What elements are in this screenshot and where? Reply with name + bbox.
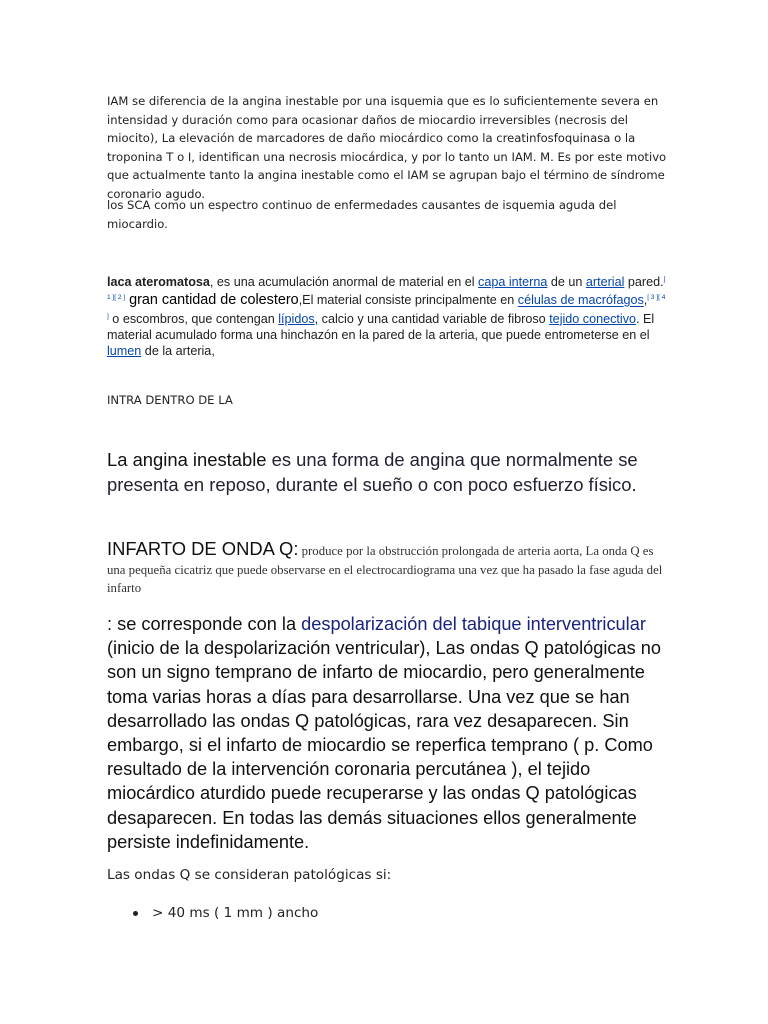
text-segment: , es una acumulación anormal de material en el — [209, 275, 479, 290]
criteria-list — [130, 903, 630, 923]
heading-infarto-onda-q: INFARTO DE ONDA Q: — [107, 538, 299, 559]
text-segment: ,El material consiste principalmente en — [298, 293, 518, 308]
paragraph-ondas-intro: Las ondas Q se consideran patológicas si: — [107, 867, 392, 883]
text-segment: o escombros, que contengan — [108, 311, 279, 326]
text-segment: pared. — [624, 275, 664, 290]
angina-period: . — [631, 474, 637, 495]
paragraph-placa — [107, 272, 667, 360]
paragraph-sca: los SCA como un espectro continuo de enfermedades causantes de isquemia aguda del miocardio. — [107, 198, 617, 231]
despol-intro: : se corresponde con la — [107, 614, 302, 634]
text-segment: de un — [547, 275, 586, 290]
despol-body: (inicio de la despolarización ventricular), Las ondas Q patológicas no son un signo temprano de infarto de miocardio, pero generalmente toma varias horas a días para desarrollarse. Una vez que se han desarrollado las ondas Q patológicas, rara vez desaparecen. Sin embargo, si el infarto de miocardio se reperfica temprano ( p. Como resultado de la intervención coronaria percutánea ), el tejido miocárdico aturdido puede recuperarse y las ondas Q patológicas desaparecen. En todas las demás situaciones ellos generalmente persiste indefinidamente. — [107, 638, 662, 852]
link-lipidos[interactable]: lípidos — [278, 311, 315, 326]
bullet-icon — [133, 911, 138, 916]
link-arterial[interactable]: arterial — [585, 275, 625, 290]
angina-definition: es una forma de angina que normalmente se presenta en reposo, durante el sueño o con poco esfuerzo físico — [107, 449, 638, 495]
link-celulas-macrofagos[interactable]: células de macrófagos — [517, 293, 644, 308]
text-segment: , — [643, 293, 648, 308]
reference-1-2[interactable]: [ 1 ][ 2 ] — [107, 276, 666, 302]
list-item — [130, 903, 630, 923]
list-item-text: > 40 ms ( 1 mm ) ancho — [152, 905, 319, 921]
text-segment: , calcio y una cantidad variable de fibroso — [314, 311, 550, 326]
text-colesterol: gran cantidad de colestero — [125, 292, 299, 309]
link-lumen[interactable]: lumen — [107, 344, 142, 359]
despol-highlight: despolarización del tabique interventricular — [301, 614, 646, 634]
paragraph-iam: IAM se diferencia de la angina inestable por una isquemia que es lo suficientemente severa en intensidad y duración como para ocasionar daños de miocardio irreversibles (necrosis del miocito), La elevación de marcadores de daño miocárdico como la creatinfosfoquinasa o la troponina T o I, identifican una necrosis miocárdica, y por lo tanto un IAM. M. Es por este motivo que actualmente tanto la angina inestable como el IAM se agrupan bajo el término de síndrome coronario agudo. — [107, 94, 667, 201]
heading-intra: INTRA DENTRO DE LA — [107, 393, 233, 407]
infarto-body: produce por la obstrucción prolongada de arteria aorta, La onda Q es una pequeña cicatriz que puede observarse en el electrocardiograma una vez que ha pasado la fase aguda del infarto — [107, 544, 663, 596]
text-segment: . El material acumulado forma una hinchazón en la pared de la arteria, que puede entrometerse en el — [107, 311, 655, 343]
paragraph-angina — [107, 447, 687, 497]
paragraph-despolarizacion — [107, 612, 677, 854]
link-capa-interna[interactable]: capa interna — [478, 275, 548, 290]
term-placa: laca ateromatosa — [107, 275, 210, 290]
link-tejido-conectivo[interactable]: tejido conectivo — [549, 311, 636, 326]
text-segment: de la arteria, — [141, 344, 215, 359]
paragraph-infarto — [107, 540, 667, 598]
reference-3-4[interactable]: [ 3 ][ 4 ] — [107, 294, 666, 320]
angina-subject: La angina inestable — [107, 449, 272, 470]
